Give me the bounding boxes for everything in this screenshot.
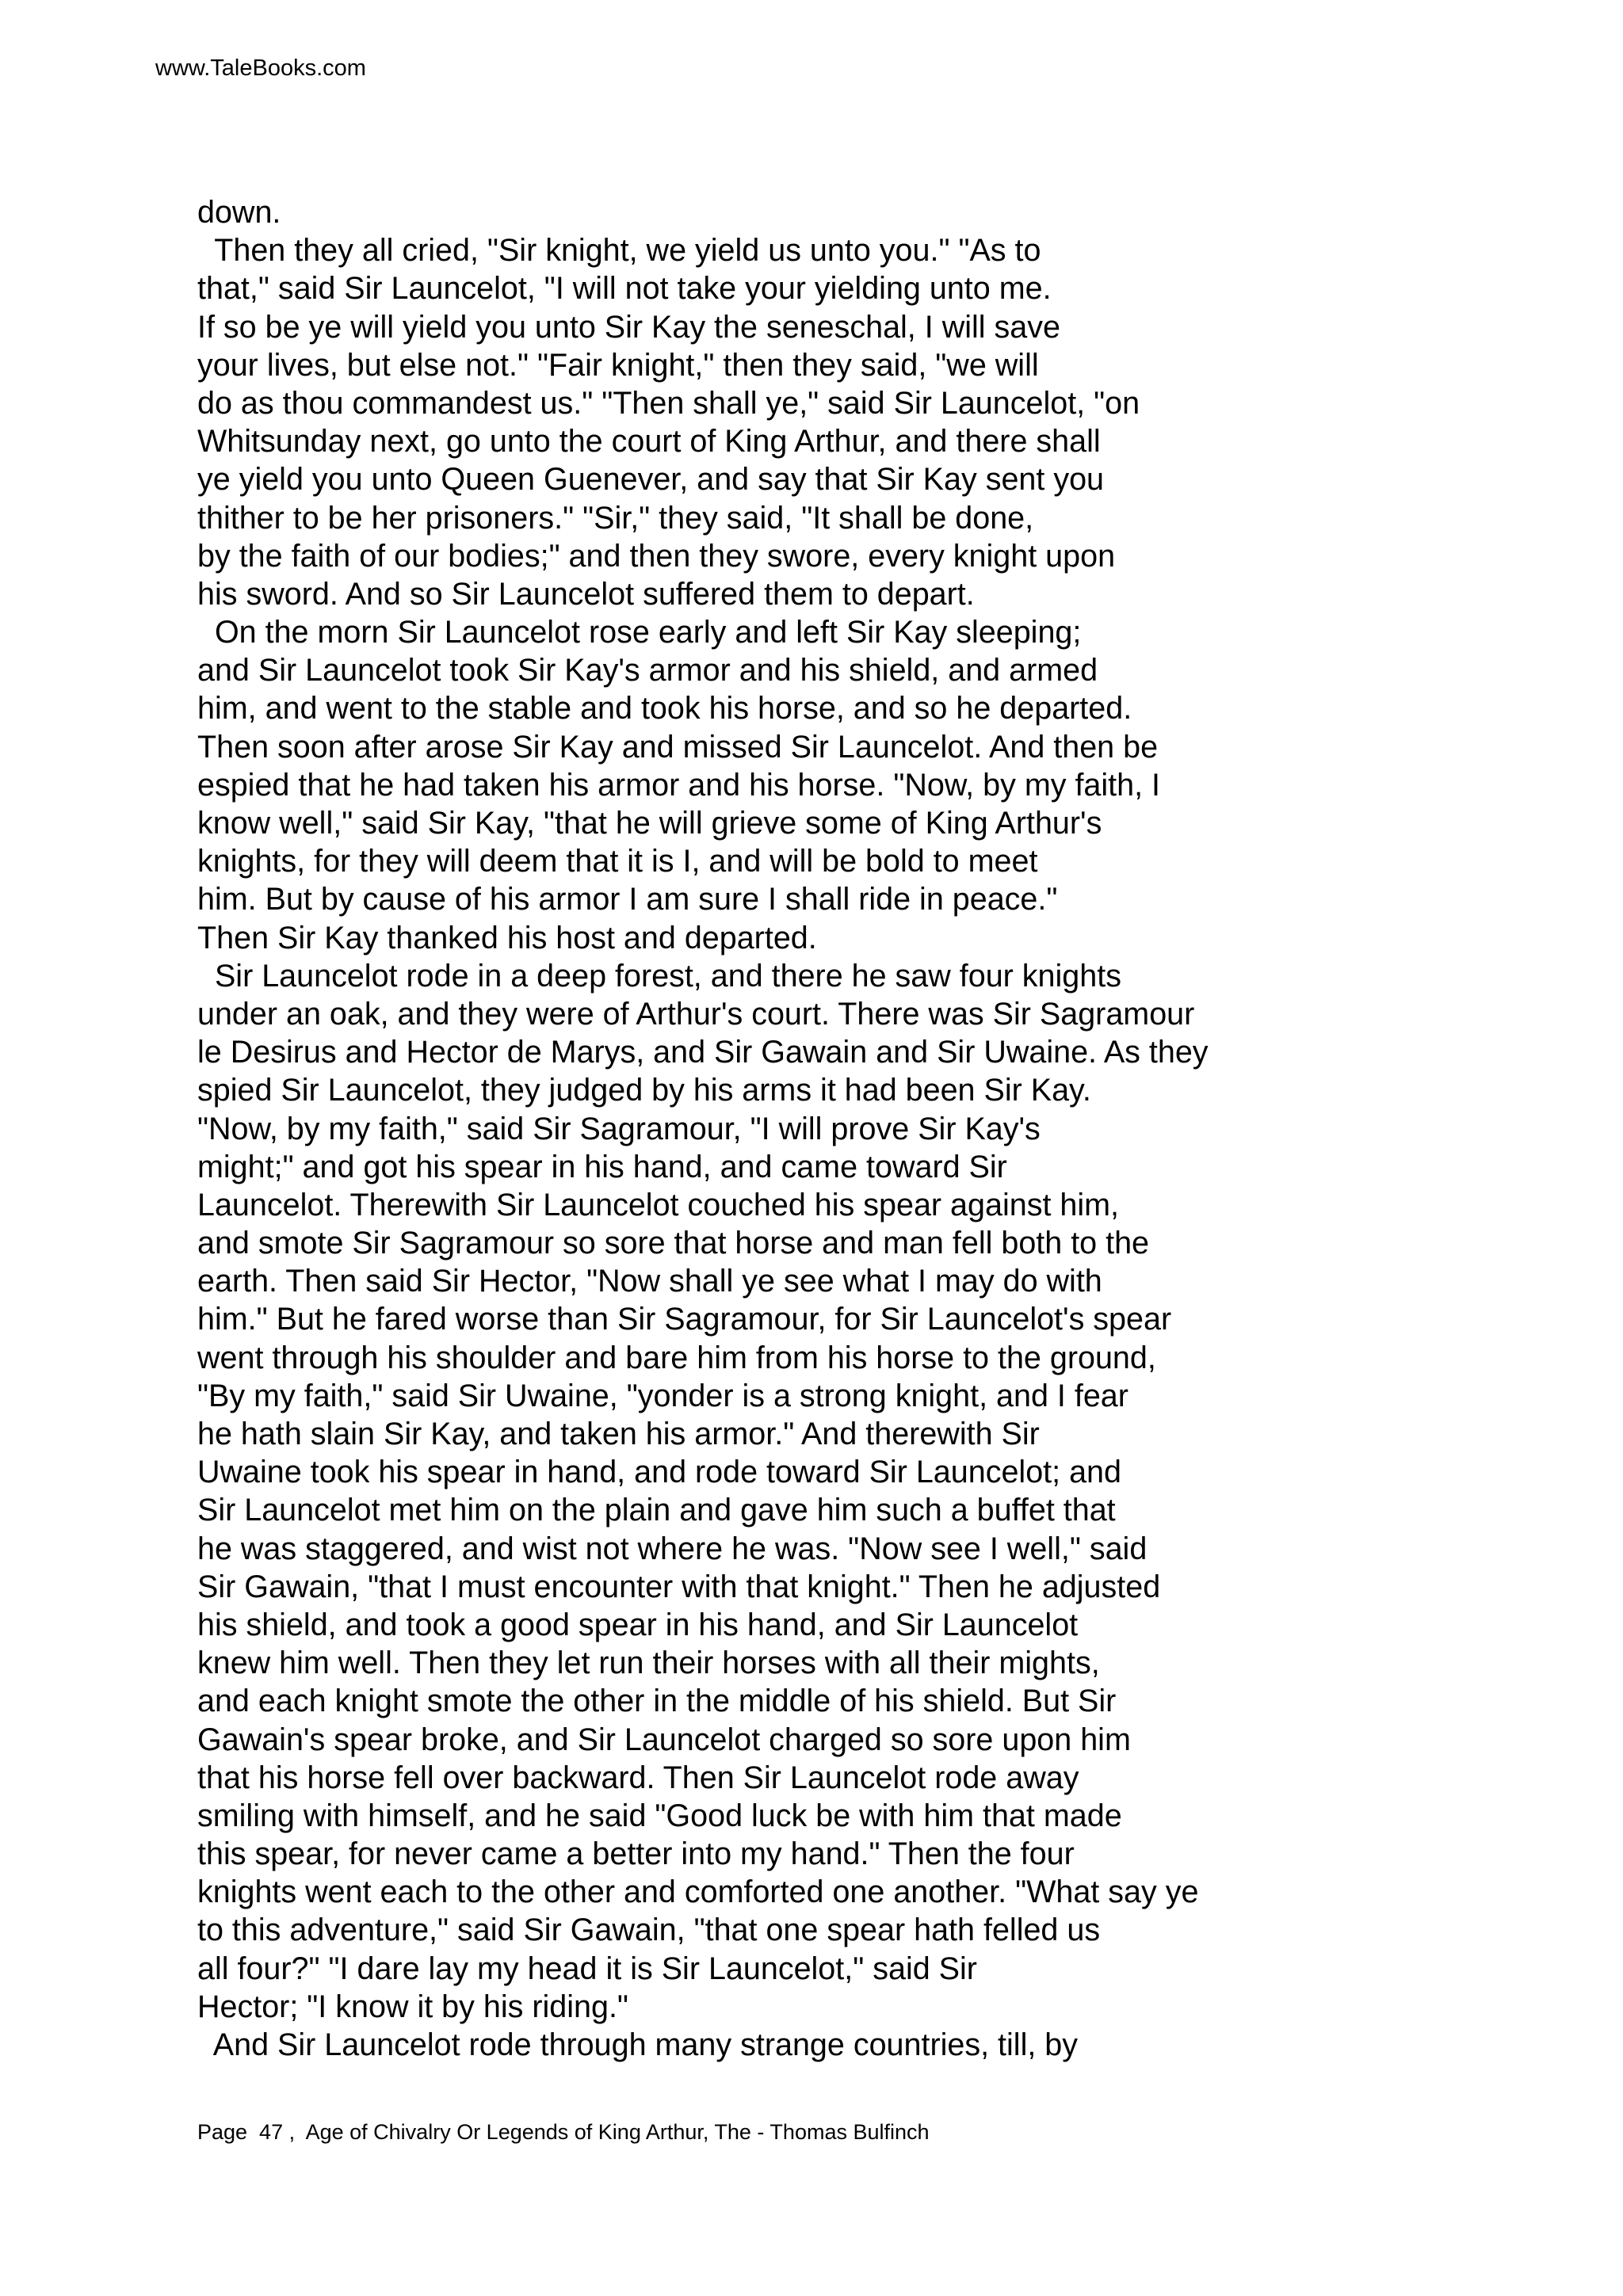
text-line: If so be ye will yield you unto Sir Kay the seneschal, I will save [197, 309, 1060, 345]
text-line: and smote Sir Sagramour so sore that horse and man fell both to the [197, 1226, 1150, 1261]
text-line: le Desirus and Hector de Marys, and Sir Gawain and Sir Uwaine. As they [197, 1035, 1209, 1070]
page-footer: Page 47 , Age of Chivalry Or Legends of King Arthur, The - Thomas Bulfinch [197, 2120, 930, 2144]
text-line: to this adventure," said Sir Gawain, "that one spear hath felled us [197, 1913, 1101, 1948]
text-line: him. But by cause of his armor I am sure I shall ride in peace." [197, 882, 1058, 917]
text-line: went through his shoulder and bare him from his horse to the ground, [197, 1340, 1156, 1375]
text-line: by the faith of our bodies;" and then they swore, every knight upon [197, 538, 1116, 574]
text-line: his sword. And so Sir Launcelot suffered them to depart. [197, 576, 975, 612]
site-url: www.TaleBooks.com [155, 55, 366, 81]
text-line: this spear, for never came a better into my hand." Then the four [197, 1836, 1075, 1872]
text-line: all four?" "I dare lay my head it is Sir Launcelot," said Sir [197, 1951, 977, 1986]
text-line: Gawain's spear broke, and Sir Launcelot charged so sore upon him [197, 1722, 1131, 1757]
text-line: Whitsunday next, go unto the court of King Arthur, and there shall [197, 424, 1101, 460]
text-line: earth. Then said Sir Hector, "Now shall ye see what I may do with [197, 1264, 1102, 1299]
text-line: Sir Launcelot met him on the plain and gave him such a buffet that [197, 1493, 1116, 1528]
text-line: do as thou commandest us." "Then shall ye," said Sir Launcelot, "on [197, 385, 1140, 421]
text-line: knew him well. Then they let run their horses with all their mights, [197, 1646, 1100, 1681]
text-line: your lives, but else not." "Fair knight," then they said, "we will [197, 347, 1039, 383]
text-line: knights, for they will deem that it is I, and will be bold to meet [197, 844, 1038, 879]
text-line: smiling with himself, and he said "Good luck be with him that made [197, 1798, 1122, 1833]
text-line: his shield, and took a good spear in his hand, and Sir Launcelot [197, 1607, 1079, 1642]
text-line: that his horse fell over backward. Then Sir Launcelot rode away [197, 1760, 1079, 1795]
text-line: and Sir Launcelot took Sir Kay's armor and his shield, and armed [197, 653, 1098, 688]
text-line: down. [197, 195, 281, 230]
text-line: and each knight smote the other in the middle of his shield. But Sir [197, 1684, 1117, 1719]
text-line: knights went each to the other and comforted one another. "What say ye [197, 1875, 1199, 1910]
text-line: espied that he had taken his armor and his horse. "Now, by my faith, I [197, 767, 1161, 803]
page-body-text [197, 193, 1560, 2064]
text-line: know well," said Sir Kay, "that he will grieve some of King Arthur's [197, 806, 1102, 841]
text-line: "Now, by my faith," said Sir Sagramour, "I will prove Sir Kay's [197, 1111, 1041, 1146]
text-line: "By my faith," said Sir Uwaine, "yonder is a strong knight, and I fear [197, 1378, 1128, 1413]
text-line: And Sir Launcelot rode through many strange countries, till, by [197, 2027, 1079, 2062]
text-line: Hector; "I know it by his riding." [197, 1989, 628, 2024]
text-line: Then soon after arose Sir Kay and missed Sir Launcelot. And then be [197, 729, 1159, 765]
text-line: Sir Gawain, "that I must encounter with that knight." Then he adjusted [197, 1569, 1161, 1604]
text-line: Then Sir Kay thanked his host and departed. [197, 920, 817, 955]
text-line: might;" and got his spear in his hand, and came toward Sir [197, 1149, 1007, 1184]
text-line: ye yield you unto Queen Guenever, and say that Sir Kay sent you [197, 462, 1105, 498]
text-line: spied Sir Launcelot, they judged by his arms it had been Sir Kay. [197, 1073, 1091, 1108]
text-line: he was staggered, and wist not where he was. "Now see I well," said [197, 1531, 1148, 1566]
text-line: Then they all cried, "Sir knight, we yield us unto you." "As to [197, 233, 1041, 269]
text-line: him, and went to the stable and took his horse, and so he departed. [197, 691, 1132, 727]
text-line: On the morn Sir Launcelot rose early and left Sir Kay sleeping; [197, 615, 1082, 650]
text-line: thither to be her prisoners." "Sir," they said, "It shall be done, [197, 500, 1034, 536]
text-line: Uwaine took his spear in hand, and rode toward Sir Launcelot; and [197, 1455, 1121, 1490]
text-line: him." But he fared worse than Sir Sagramour, for Sir Launcelot's spear [197, 1302, 1172, 1337]
text-line: Launcelot. Therewith Sir Launcelot couched his spear against him, [197, 1187, 1120, 1222]
text-line: he hath slain Sir Kay, and taken his armor." And therewith Sir [197, 1417, 1040, 1451]
text-line: Sir Launcelot rode in a deep forest, and there he saw four knights [197, 958, 1121, 994]
text-line: under an oak, and they were of Arthur's court. There was Sir Sagramour [197, 996, 1195, 1032]
text-line: that," said Sir Launcelot, "I will not take your yielding unto me. [197, 271, 1052, 307]
